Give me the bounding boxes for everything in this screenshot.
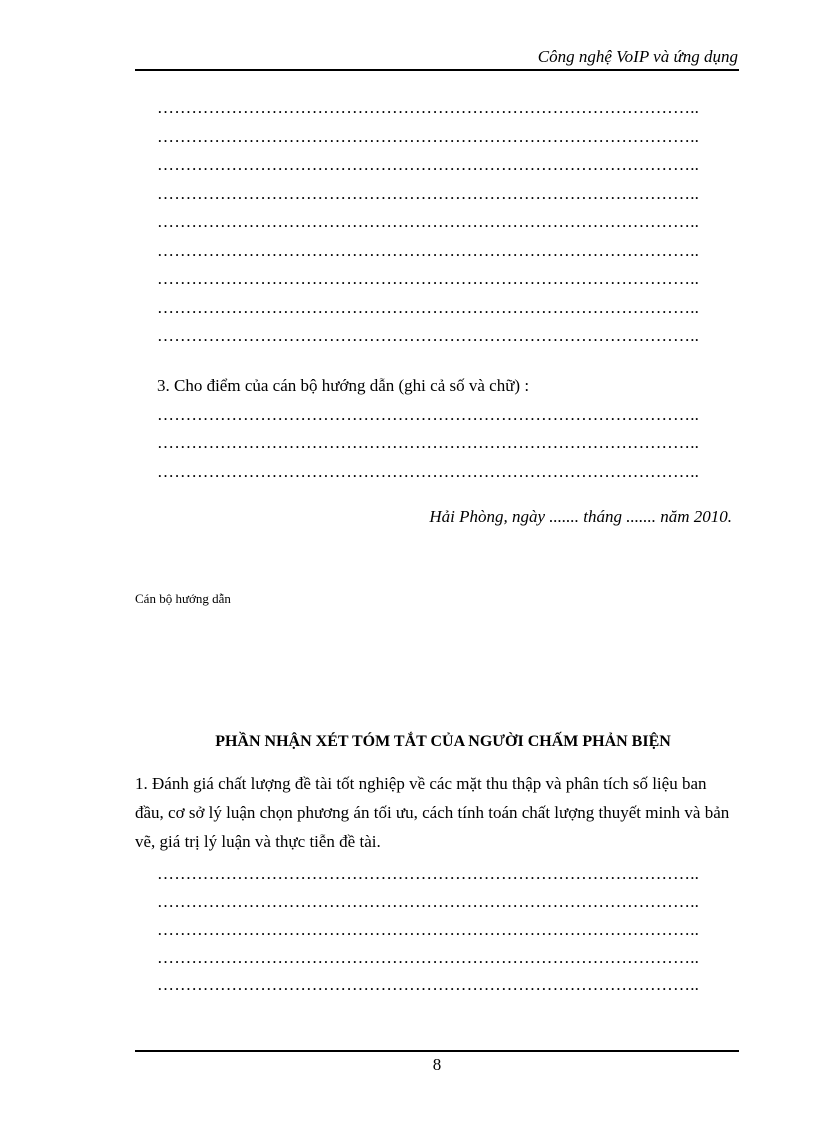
dotted-line[interactable]: ………………………………………………………………………………….. xyxy=(157,269,700,288)
dotted-line[interactable]: ………………………………………………………………………………….. xyxy=(157,241,700,260)
section-title: PHẦN NHẬN XÉT TÓM TẮT CỦA NGƯỜI CHẤM PHẢN BIỆN xyxy=(215,733,671,750)
header-title: Công nghệ VoIP và ứng dụng xyxy=(537,47,738,66)
place-date: Hải Phòng, ngày ....... tháng ....... năm 2010. xyxy=(429,507,732,526)
dotted-line[interactable]: ………………………………………………………………………………….. xyxy=(157,975,700,994)
dotted-line[interactable]: ………………………………………………………………………………….. xyxy=(157,892,700,911)
dotted-line[interactable]: ………………………………………………………………………………….. xyxy=(157,184,700,203)
dotted-line[interactable]: ………………………………………………………………………………….. xyxy=(157,405,700,424)
question-1-text: 1. Đánh giá chất lượng đề tài tốt nghiệp về các mặt thu thập và phân tích số liệu ban đầu, cơ sở lý luận chọn phương án tối ưu, cách tính toán chất lượng thuyết minh và bản vẽ, giá trị lý luận và thực tiễn đề tài. xyxy=(135,774,730,851)
dotted-line[interactable]: ………………………………………………………………………………….. xyxy=(157,326,700,345)
dotted-line[interactable]: ………………………………………………………………………………….. xyxy=(157,433,700,452)
dotted-line[interactable]: ………………………………………………………………………………….. xyxy=(157,155,700,174)
footer-rule xyxy=(135,1050,739,1052)
page-number: 8 xyxy=(432,1055,442,1074)
dotted-line[interactable]: ………………………………………………………………………………….. xyxy=(157,864,700,883)
dotted-line[interactable]: ………………………………………………………………………………….. xyxy=(157,462,700,481)
dotted-line[interactable]: ………………………………………………………………………………….. xyxy=(157,298,700,317)
supervisor-label: Cán bộ hướng dẫn xyxy=(135,591,231,606)
header-rule xyxy=(135,69,739,71)
dotted-line[interactable]: ………………………………………………………………………………….. xyxy=(157,212,700,231)
dotted-line[interactable]: ………………………………………………………………………………….. xyxy=(157,948,700,967)
dotted-line[interactable]: ………………………………………………………………………………….. xyxy=(157,127,700,146)
dotted-line[interactable]: ………………………………………………………………………………….. xyxy=(157,920,700,939)
question-3-label: 3. Cho điểm của cán bộ hướng dẫn (ghi cả số và chữ) : xyxy=(157,376,530,395)
dotted-line[interactable]: ………………………………………………………………………………….. xyxy=(157,98,700,117)
